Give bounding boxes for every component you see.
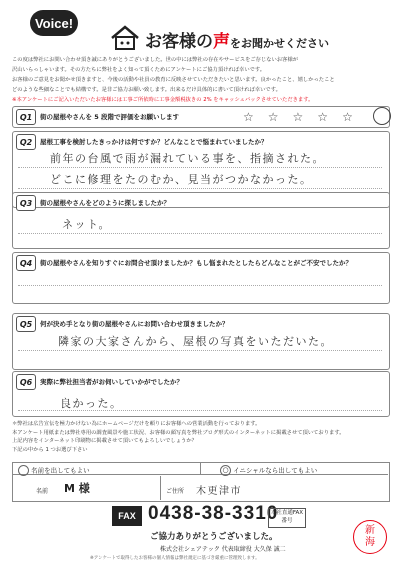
footer-note-line: 上記内容をインターネット印刷物に掲載させて頂いてもよろしいでしょうか？ (12, 438, 197, 444)
house-icon (110, 25, 140, 51)
question-number: Q5 (16, 316, 36, 332)
question-number: Q1 (16, 109, 36, 125)
ruled-line (18, 350, 382, 351)
intro-line: お客様のご意見をお聞かせ頂きますと、今後の活動や社員の教育に反映させていただきたいと思います。良かったこと、嬉しかったこと (12, 77, 335, 83)
ruled-line (18, 285, 382, 286)
answer-text: 良かった。 (60, 397, 123, 410)
star-icon[interactable]: ☆ (267, 110, 293, 124)
question-text: 実際に弊社担当者がお伺いしていかがでしたか？ (40, 378, 183, 386)
divider (200, 462, 201, 474)
title-tail: をお聞かせください (230, 37, 329, 50)
star-icon[interactable]: ☆ (292, 110, 318, 124)
thanks-text: ご協力ありがとうございました。 (150, 532, 278, 542)
option-circle-icon[interactable] (18, 465, 29, 476)
question-text: 街の屋根やさんを知りすぐにお問合せ頂けましたか？もし悩まれたとしたらどんなことがご不安でしたか？ (40, 259, 352, 267)
ruled-line (18, 188, 382, 189)
question-text: 屋根工事を検討したきっかけは何ですか？どんなことで悩まれていましたか？ (40, 138, 268, 146)
title-accent: 声 (213, 32, 230, 52)
fax-number: 0438-38-3310 (148, 503, 279, 524)
seal-stamp (353, 520, 387, 554)
option-2[interactable] (220, 465, 317, 476)
name-value: M 様 (64, 482, 90, 495)
answer-text: 前年の台風で雨が漏れている事を、指摘された。 (50, 152, 325, 165)
footer-note-line: ＊弊社は広告宣伝を極力かけない為にホームページだけを頼りにお客様への営業活動を行っております。 (12, 421, 261, 427)
star-icon[interactable]: ☆ (342, 110, 367, 124)
star-icon[interactable]: ☆ (243, 110, 268, 124)
fax-badge: FAX (112, 506, 142, 526)
question-number: Q3 (16, 195, 36, 211)
rating-selected-mark (373, 107, 391, 125)
ruled-line (18, 233, 382, 234)
title-main: お客様の (145, 32, 213, 52)
answer-text: 隣家の大家さんから、屋根の写真をいただいた。 (58, 335, 333, 348)
intro-line: どのような些細なことでも結構です。是非ご協力お願い致します。出来るだけ具体的に書いて頂ければ幸いです。 (12, 87, 281, 93)
stamp-char: 新 (365, 525, 375, 536)
name-label: 名前 (36, 488, 49, 495)
option-2-label: イニシャルなら出してもよい (233, 466, 318, 475)
intro-line: 沢山いらっしゃいます。その方たちに弊社をよく知って頂くためにアンケートにご協力頂ければ幸いです。 (12, 67, 266, 73)
stamp-char: 海 (365, 537, 375, 548)
intro-line: この度は弊社にお問い合わせ頂き誠にありがとうございました。世の中には弊社の存在やサービスをご存じないお客様が (12, 57, 299, 63)
question-text: 何が決め手となり街の屋根やさんにお問い合わせ頂きましたか？ (40, 320, 229, 328)
answer-text: ネット。 (62, 218, 112, 231)
ruled-line (18, 410, 382, 411)
question-number: Q4 (16, 255, 36, 271)
option-1[interactable] (18, 465, 90, 476)
ruled-line (18, 167, 382, 168)
company-name: 株式会社シェアテック 代表取締役 大久保 誠二 (160, 546, 286, 553)
answer-text: どこに修理をたのむか、見当がつかなかった。 (50, 173, 313, 186)
fax-label: 本社直通FAX番号 (268, 508, 306, 528)
privacy-note: ※アンケートで取得したお客様の個人情報は弊社規定に基づき厳重に管理致します。 (90, 556, 260, 561)
cashback-note: ※本アンケートにご記入いただいたお客様には工事ご所依時に工事金額税抜きの 2% をキャッシュバックさせていただきます。 (12, 97, 314, 103)
intro-text (12, 55, 392, 105)
footer-note-line: 本アンケート用紙または弊社専用の調査風景や施工状況、お客様の顔写真を弊社ブログ形式のインターネットに掲載させて頂いております。 (12, 429, 345, 436)
star-icon[interactable]: ☆ (317, 110, 343, 124)
page-title (145, 27, 329, 52)
option-1-label: 名前を出してもよい (31, 466, 90, 475)
rating-stars[interactable] (243, 110, 367, 124)
option-circle-icon[interactable]: ○ (220, 465, 231, 476)
voice-badge: Voice! (30, 10, 78, 36)
question-text: 街の屋根やさんを 5 段階で評価をお願いします (40, 113, 180, 121)
divider (160, 476, 161, 500)
footer-notes (12, 420, 392, 454)
question-text: 街の屋根やさんをどのように探しましたか？ (40, 199, 170, 207)
question-number: Q6 (16, 374, 36, 390)
footer-note-line: 下記の中から 1 つお選び下さい (12, 446, 88, 453)
question-number: Q2 (16, 134, 36, 150)
address-label: ご住所 (166, 488, 185, 495)
address-value: 木更津市 (196, 486, 242, 497)
